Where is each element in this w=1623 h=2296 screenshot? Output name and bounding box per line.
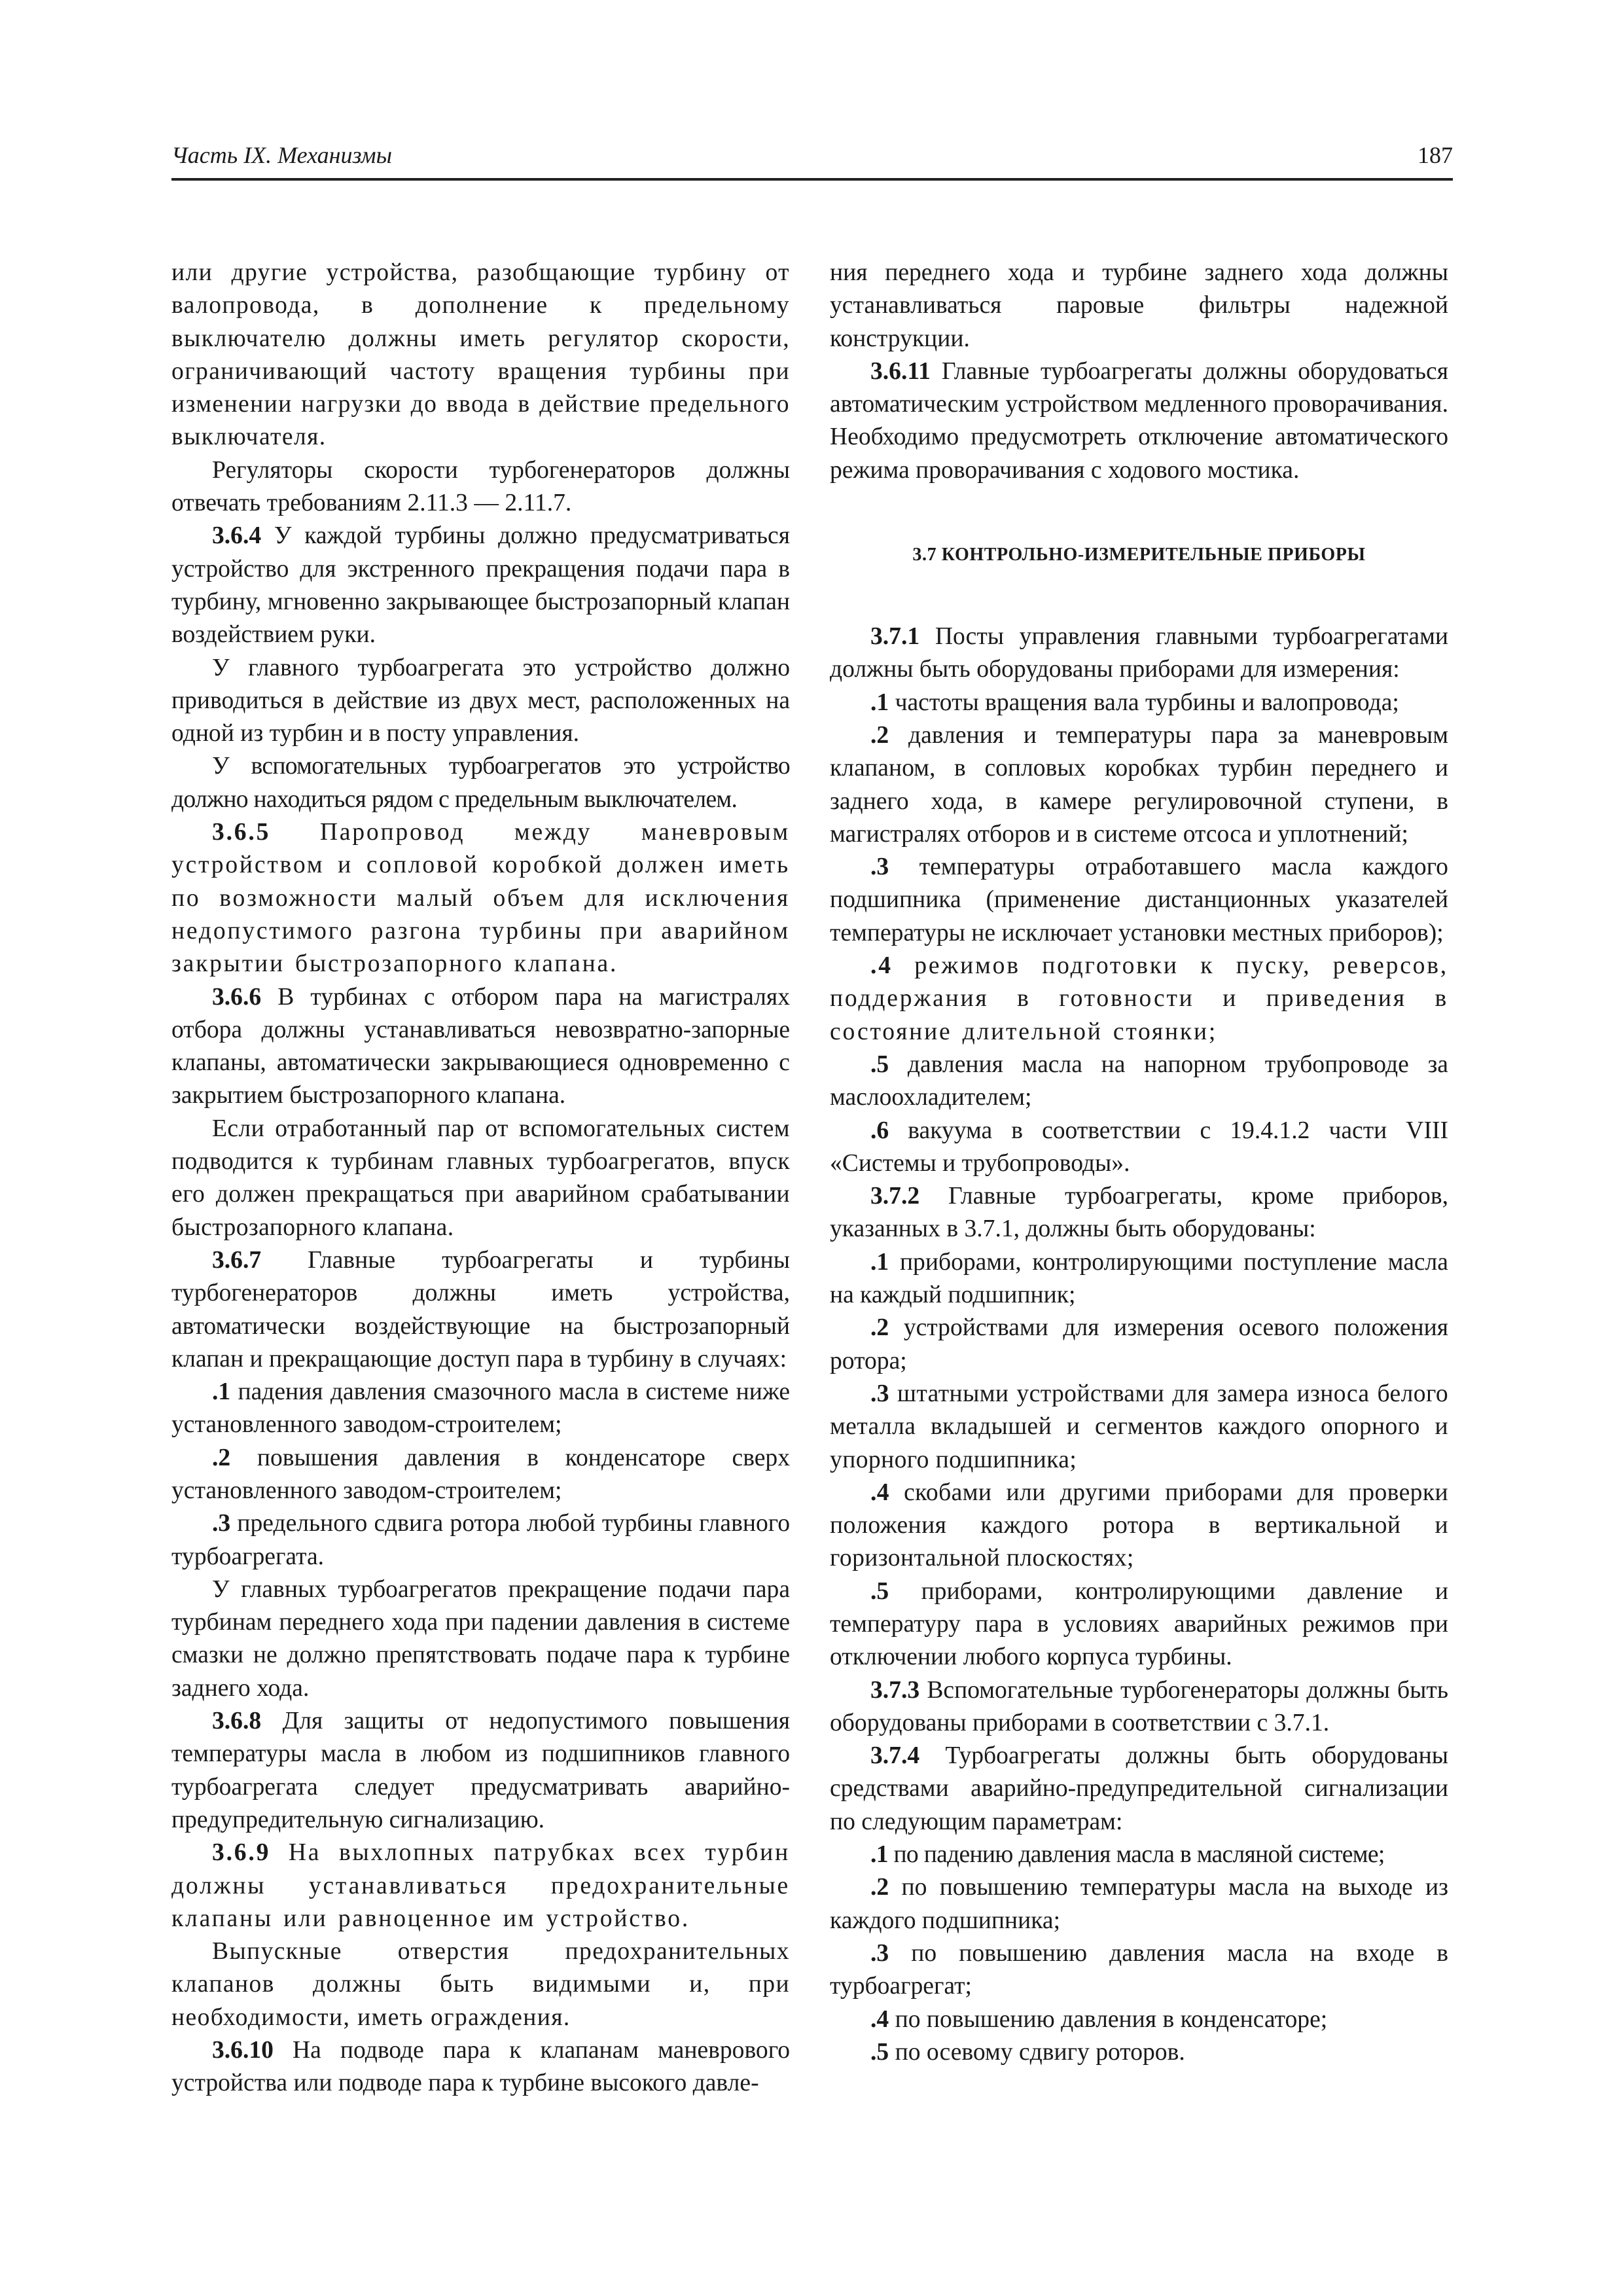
clause-3-6-5: 3.6.5 Паропровод между маневровым устройством и сопловой коробкой должен иметь по возможности малый объем для исключения недопустимого разгона турбины при аварийном закрытии быстрозапорного клапана.: [171, 819, 790, 978]
paragraph: Если отработанный пар от вспомогательных систем подводится к турбинам главных турбоагрегатов, впуск его должен прекращаться при аварийном срабатывании быстрозапорного клапана.: [171, 1115, 790, 1241]
item-number: .3: [870, 1380, 889, 1407]
list-item: .4 по повышению давления в конденсаторе;: [870, 2005, 1328, 2033]
item-number: .6: [870, 1117, 889, 1144]
paragraph: или другие устройства, разобщающие турбину от валопровода, в дополнение к предельному выключателю должны иметь регулятор скорости, ограничивающий частоту вращения турбины при изменении нагрузки до ввода в действие предельного выключателя.: [171, 259, 790, 451]
running-header-title: Часть IX. Механизмы: [171, 142, 392, 168]
list-item: .4 скобами или другими приборами для проверки положения каждого ротора в вертикальной и горизонтальной плоскостях;: [830, 1479, 1448, 1572]
item-number: .5: [870, 1050, 889, 1078]
list-item: .2 устройствами для измерения осевого положения ротора;: [830, 1314, 1448, 1374]
clause-number: 3.7.2: [870, 1183, 920, 1210]
item-number: .3: [870, 1939, 889, 1967]
clause-3-7-4: 3.7.4 Турбоагрегаты должны быть оборудованы средствами аварийно-предупредительной сигнализации по следующим параметрам:: [830, 1742, 1448, 1835]
list-item: .1 приборами, контролирующими поступление масла на каждый подшипник;: [830, 1248, 1448, 1309]
list-item: .2 повышения давления в конденсаторе сверх установленного заводом-строителем;: [171, 1444, 790, 1504]
running-header: [171, 137, 1453, 181]
item-number: .3: [870, 853, 889, 881]
paragraph: ния переднего хода и турбине заднего хода должны устанавливаться паровые фильтры надежной конструкции.: [830, 259, 1448, 352]
list-item: .3 штатными устройствами для замера износа белого металла вкладышей и сегментов каждого опорного и упорного подшипника;: [830, 1380, 1449, 1473]
right-column: [830, 257, 1448, 2069]
section-heading: 3.7 КОНТРОЛЬНО-ИЗМЕРИТЕЛЬНЫЕ ПРИБОРЫ: [912, 545, 1366, 565]
list-item: .5 приборами, контролирующими давление и температуру пара в условиях аварийных режимов при отключении любого корпуса турбины.: [830, 1577, 1448, 1671]
clause-3-7-3: 3.7.3 Вспомогательные турбогенераторы должны быть оборудованы приборами в соответствии с 3.7.1.: [830, 1676, 1448, 1736]
list-item: .1 частоты вращения вала турбины и валопровода;: [870, 689, 1399, 716]
paragraph: У главных турбоагрегатов прекращение подачи пара турбинам переднего хода при падении давления в системе смазки не должно препятствовать подаче пара к турбине заднего хода.: [171, 1575, 790, 1702]
clause-3-6-7: 3.6.7 Главные турбоагрегаты и турбины турбогенераторов должны иметь устройства, автоматически воздействующие на быстрозапорный клапан и прекращающие доступ пара в турбину в случаях:: [171, 1246, 790, 1372]
clause-number: 3.6.11: [870, 357, 931, 385]
list-item: .3 по повышению давления масла на входе в турбоагрегат;: [830, 1939, 1448, 2000]
clause-3-6-9: 3.6.9 На выхлопных патрубках всех турбин должны устанавливаться предохранительные клапаны или равноценное им устройство.: [171, 1839, 790, 1932]
item-number: .2: [870, 721, 889, 749]
clause-number: 3.7.1: [870, 623, 920, 651]
item-number: .2: [212, 1444, 231, 1471]
clause-number: 3.6.7: [212, 1246, 262, 1274]
item-number: .1: [870, 1248, 889, 1276]
item-number: .2: [870, 1874, 889, 1901]
list-item: .2 по повышению температуры масла на выходе из каждого подшипника;: [830, 1874, 1448, 1934]
clause-number: 3.6.9: [212, 1839, 271, 1867]
clause-number: 3.7.4: [870, 1742, 920, 1770]
list-item: .1 падения давления смазочного масла в системе ниже установленного заводом-строителем;: [171, 1378, 790, 1439]
clause-number: 3.6.4: [212, 522, 262, 550]
list-item: .3 температуры отработавшего масла каждого подшипника (применение дистанционных указателей температуры не исключает установки местных приборов);: [830, 853, 1448, 946]
clause-number: 3.6.8: [212, 1708, 262, 1735]
paragraph: У главного турбоагрегата это устройство должно приводиться в действие из двух мест, расположенных на одной из турбин и в посту управления.: [171, 654, 790, 747]
clause-3-6-4: 3.6.4 У каждой турбины должно предусматриваться устройство для экстренного прекращения подачи пара в турбину, мгновенно закрывающее быстрозапорный клапан воздействием руки.: [171, 522, 790, 649]
item-number: .1: [870, 689, 889, 716]
paragraph: Выпускные отверстия предохранительных клапанов должны быть видимыми и, при необходимости, иметь ограждения.: [171, 1938, 790, 2031]
list-item: .3 предельного сдвига ротора любой турбины главного турбоагрегата.: [171, 1510, 790, 1570]
list-item: .1 по падению давления масла в масляной системе;: [870, 1841, 1385, 1869]
left-column: [171, 257, 790, 2100]
item-number: .5: [870, 2038, 889, 2066]
item-number: .4: [870, 2005, 889, 2033]
item-number: .3: [212, 1510, 231, 1537]
clause-3-7-2: 3.7.2 Главные турбоагрегаты, кроме приборов, указанных в 3.7.1, должны быть оборудованы:: [830, 1183, 1448, 1243]
clause-number: 3.7.3: [870, 1676, 920, 1704]
item-number: .4: [870, 1479, 889, 1506]
clause-number: 3.6.10: [212, 2037, 274, 2064]
clause-number: 3.6.6: [212, 983, 262, 1011]
list-item: .5 по осевому сдвигу роторов.: [870, 2038, 1185, 2066]
paragraph: Регуляторы скорости турбогенераторов должны отвечать требованиям 2.11.3 — 2.11.7.: [171, 456, 790, 517]
clause-3-6-10: 3.6.10 На подводе пара к клапанам маневрового устройства или подводе пара к турбине высокого давле-: [171, 2037, 790, 2097]
list-item: .2 давления и температуры пара за маневровым клапаном, в сопловых коробках турбин переднего и заднего хода, в камере регулировочной ступени, в магистралях отборов и в системе отсоса и уплотнений;: [830, 721, 1448, 848]
page-number: 187: [1418, 142, 1453, 168]
item-number: .2: [870, 1314, 889, 1342]
clause-3-6-6: 3.6.6 В турбинах с отбором пара на магистралях отбора должны устанавливаться невозвратно-запорные клапаны, автоматически закрывающиеся одновременно с закрытием быстрозапорного клапана.: [171, 983, 790, 1109]
item-number: .1: [870, 1841, 888, 1869]
clause-3-6-8: 3.6.8 Для защиты от недопустимого повышения температуры масла в любом из подшипников главного турбоагрегата следует предусматривать аварийно-предупредительную сигнализацию.: [171, 1708, 790, 1833]
item-number: .5: [870, 1577, 889, 1605]
list-item: .6 вакуума в соответствии с 19.4.1.2 части VIII «Системы и трубопроводы».: [830, 1117, 1448, 1177]
clause-3-6-11: 3.6.11 Главные турбоагрегаты должны оборудоваться автоматическим устройством медленного проворачивания. Необходимо предусмотреть отключение автоматического режима проворачивания с ходового мостика.: [830, 357, 1448, 484]
item-number: .4: [870, 952, 893, 980]
paragraph: У вспомогательных турбоагрегатов это устройство должно находиться рядом с предельным выключателем.: [171, 753, 790, 813]
list-item: .5 давления масла на напорном трубопроводе за маслоохладителем;: [830, 1050, 1448, 1111]
clause-number: 3.6.5: [212, 819, 271, 846]
item-number: .1: [212, 1378, 231, 1406]
clause-3-7-1: 3.7.1 Посты управления главными турбоагрегатами должны быть оборудованы приборами для измерения:: [830, 623, 1448, 683]
list-item: .4 режимов подготовки к пуску, реверсов, поддержания в готовности и приведения в состояние длительной стоянки;: [830, 952, 1449, 1045]
